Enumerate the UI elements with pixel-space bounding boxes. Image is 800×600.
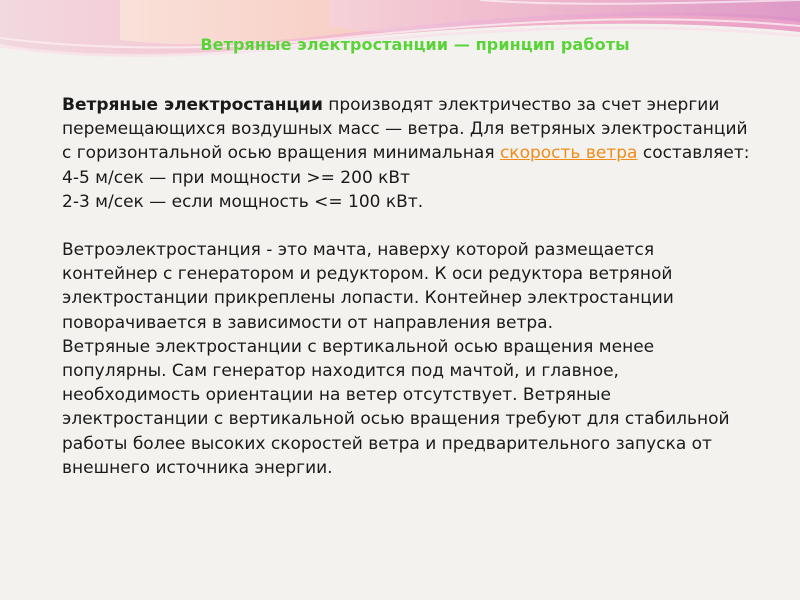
vertical-axis-paragraph: Ветряные электростанции с вертикальной осью вращения менее популярны. Сам генератор находится под мачтой, и главное, необходимость ориентации на ветер отсутствует. Ветряные электростанции с вертикальной осью вращения требуют для стабильной работы более высоких скоростей ветра и предварительного запуска от внешнего источника энергии. [62,336,730,478]
low-power-line: 2-3 м/сек — если мощность <= 100 кВт. [62,191,424,212]
horizontal-axis-paragraph: Ветроэлектростанция - это мачта, наверху которой размещается контейнер с генератором и редуктором. К оси редуктора ветряной электростанции прикреплены лопасти. Контейнер электростанции поворачивается в зависимости от направления ветра. [62,240,674,333]
slide-body [62,93,752,480]
intro-paragraph [62,93,752,166]
slide-title: Ветряные электростанции — принцип работы [200,35,630,54]
wind-speed-link[interactable]: скорость ветра [499,143,638,164]
intro-text-end: составляет: [637,143,750,164]
high-power-line: 4-5 м/сек — при мощности >= 200 кВт [62,167,410,188]
intro-text: производят электричество за счет энергии перемещающихся воздушных масс — ветра. Для ветряных электростанций с горизонтальной осью вращения минимальная [62,95,748,164]
bold-lead: Ветряные электростанции [62,95,323,115]
paragraph-spacer [62,214,752,238]
